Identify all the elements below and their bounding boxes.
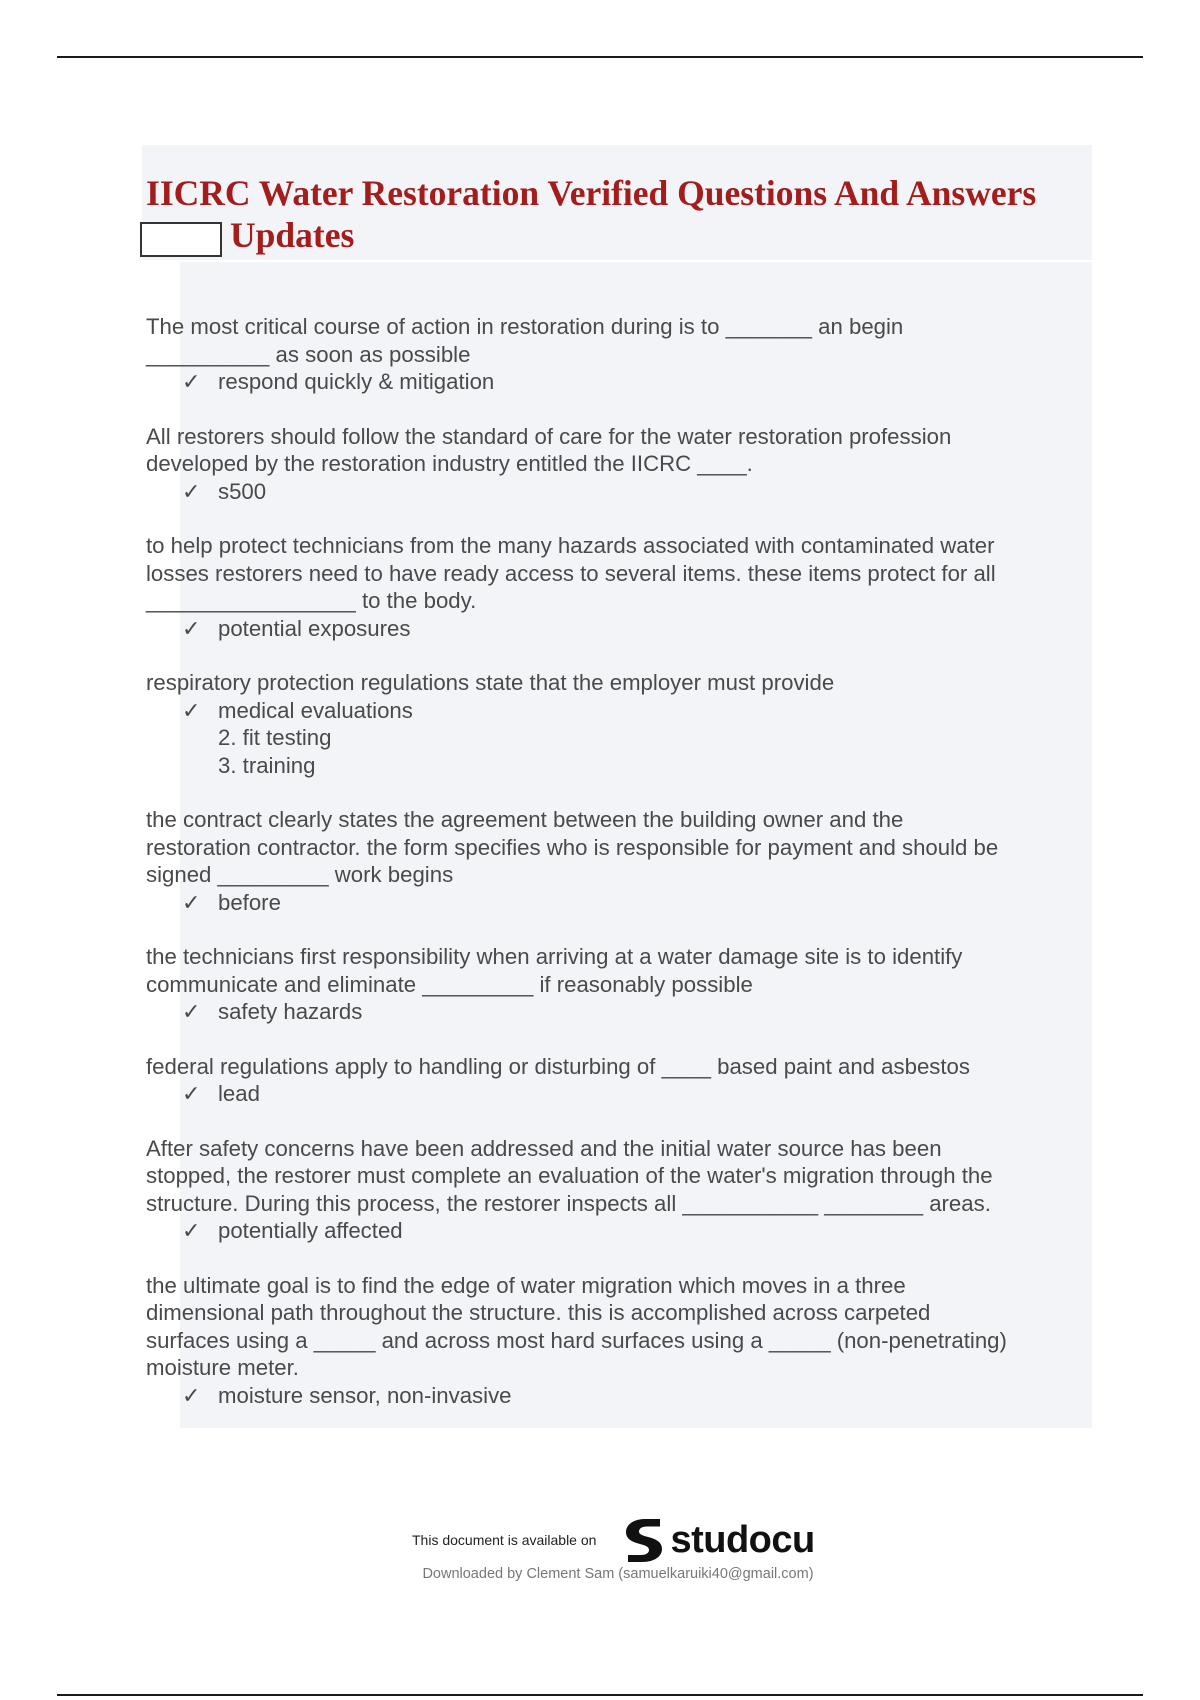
question-line: dimensional path throughout the structure. this is accomplished across carpeted [146,1300,931,1325]
question-line: losses restorers need to have ready access to several items. these items protect for all [146,560,996,586]
question-line: the ultimate goal is to find the edge of water migration which moves in a three [146,1272,906,1298]
answer-item [182,889,1096,917]
question-line: The most critical course of action in restoration during is to _______ an begin [146,314,904,339]
question-line: moisture meter. [146,1355,299,1380]
page-title [146,172,1096,214]
question-line: the contract clearly states the agreement between the building owner and the [146,807,904,832]
question-line: restoration contractor. the form specifies who is responsible for payment and should be [146,834,999,860]
answer-text: lead [218,1081,260,1106]
question-line: federal regulations apply to handling or disturbing of ____ based paint and asbestos [146,1053,970,1079]
answer-item [182,1217,1096,1245]
checkmark-icon: ✓ [182,478,201,504]
title-empty-box [140,222,222,257]
checkmark-icon: ✓ [182,615,201,641]
answer-text: before [218,889,281,915]
answer-text: moisture sensor, non-invasive [218,1382,512,1408]
answer-text: potentially affected [218,1218,403,1243]
qa-item [146,1135,1096,1245]
question-line: communicate and eliminate _________ if reasonably possible [146,971,753,997]
answer-item [182,615,1096,643]
qa-item [146,943,1096,1026]
question-line: _________________ to the body. [146,588,477,613]
question-line: the technicians first responsibility when arriving at a water damage site is to identify [146,944,963,969]
answer-text: medical evaluations [218,697,413,723]
checkmark-icon: ✓ [182,999,201,1024]
available-on-text: This document is available on [412,1532,597,1548]
checkmark-icon: ✓ [182,889,201,915]
question-line: All restorers should follow the standard of care for the water restoration profession [146,423,952,449]
question-line: surfaces using a _____ and across most hard surfaces using a _____ (non-penetrating) [146,1327,1007,1353]
answer-text: respond quickly & mitigation [218,369,495,394]
answer-item [182,697,1096,725]
question-line: After safety concerns have been addressed and the initial water source has been [146,1135,942,1161]
bottom-rule [57,1694,1143,1696]
qa-item [146,1053,1096,1108]
title-line-2: Updates [230,215,355,255]
question-line: respiratory protection regulations state that the employer must provide [146,670,835,695]
answer-item [182,478,1096,506]
answer-text: potential exposures [218,615,411,641]
answer-item-numbered: 2. fit testing [218,725,332,750]
top-rule [57,56,1143,58]
qa-item [146,423,1096,506]
qa-item [146,669,1096,779]
answer-item [182,1080,1096,1108]
studocu-brand-link[interactable] [620,1515,814,1565]
answer-item-numbered: 3. training [218,752,316,778]
checkmark-icon: ✓ [182,369,201,394]
checkmark-icon: ✓ [182,1382,201,1408]
question-line: stopped, the restorer must complete an evaluation of the water's migration through the [146,1163,993,1188]
checkmark-icon: ✓ [182,697,201,723]
studocu-wordmark: studocu [670,1518,815,1561]
answer-item [182,368,1096,396]
question-line: __________ as soon as possible [146,341,471,367]
answer-text: safety hazards [218,999,363,1024]
question-line: developed by the restoration industry entitled the IICRC ____. [146,451,753,476]
checkmark-icon: ✓ [182,1218,201,1243]
qa-item [146,806,1096,916]
qa-item [146,532,1096,642]
downloaded-by-text: Downloaded by Clement Sam (samuelkaruiki40@gmail.com) [422,1566,814,1582]
answer-text: s500 [218,478,267,504]
question-line: structure. During this process, the restorer inspects all ___________ ________ areas. [146,1190,991,1216]
question-line: signed _________ work begins [146,862,454,887]
checkmark-icon: ✓ [182,1081,201,1106]
qa-list [146,313,1096,1436]
title-line-2-wrap [230,214,354,256]
title-line-1: IICRC Water Restoration Verified Questions And Answers [146,173,1037,213]
answer-item [182,1382,1096,1410]
qa-item [146,1272,1096,1410]
studocu-logo-icon [620,1515,670,1565]
question-line: to help protect technicians from the many hazards associated with contaminated water [146,533,995,558]
answer-item [182,998,1096,1026]
availability-row [412,1510,815,1570]
qa-item [146,313,1096,396]
